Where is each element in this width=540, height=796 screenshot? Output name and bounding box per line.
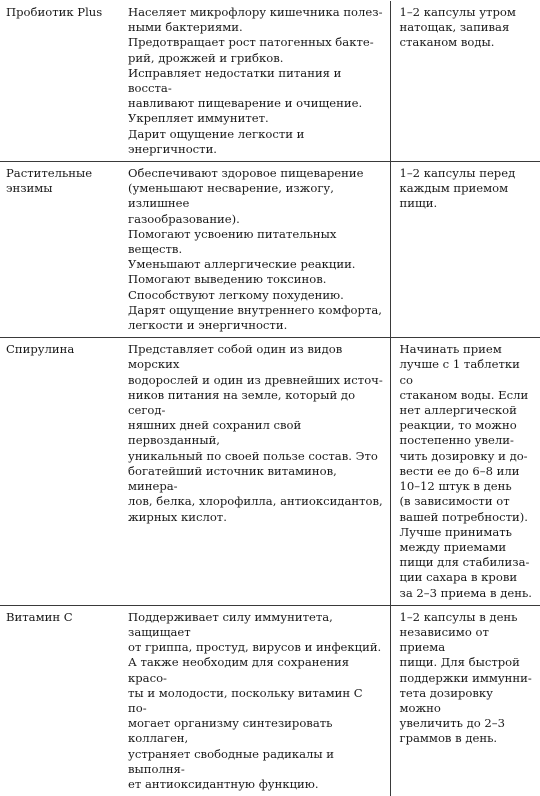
supplements-table — [0, 1, 540, 796]
supplement-effect: Представляет собой один из видов морских водорослей и один из древнейших источ- ников питания на земле, который до сегод- няшних дней сохранил свой первозданный, уникальный по своей пользе состав. Это богатейший источник витаминов, минера- лов, белка, хлорофилла, антиоксидантов, жирных кислот. — [118, 338, 390, 605]
table-row — [0, 338, 540, 605]
supplement-name: Спирулина — [0, 338, 118, 605]
table-row — [0, 162, 540, 338]
table-row — [0, 1, 540, 162]
supplement-name: Растительные энзимы — [0, 162, 118, 338]
supplement-effect: Населяет микрофлору кишечника полез- ными бактериями. Предотвращает рост патогенных бакте- рий, дрожжей и грибков. Исправляет недостатки питания и восста- навливают пищеварение и очищение. Укрепляет иммунитет. Дарит ощущение легкости и энергичности. — [118, 1, 390, 162]
table-row — [0, 605, 540, 796]
supplement-dosage: Начинать прием лучше с 1 таблетки со стаканом воды. Если нет аллергической реакции, то можно постепенно увели- чить дозировку и до- вести ее до 6–8 или 10–12 штук в день (в зависимости от вашей потребности). Лучше принимать между приемами пищи для стабилиза- ции сахара в крови за 2–3 приема в день. — [390, 338, 540, 605]
supplement-dosage: 1–2 капсулы утром натощак, запивая стаканом воды. — [390, 1, 540, 162]
supplement-effect: Поддерживает силу иммунитета, защищает от гриппа, простуд, вирусов и инфекций. А также необходим для сохранения красо- ты и молодости, поскольку витамин С по- могает организму синтезировать коллаген, устраняет свободные радикалы и выполня- ет антиоксидантную функцию. — [118, 605, 390, 796]
supplement-name: Пробиотик Plus — [0, 1, 118, 162]
supplement-dosage: 1–2 капсулы перед каждым приемом пищи. — [390, 162, 540, 338]
supplement-effect: Обеспечивают здоровое пищеварение (уменьшают несварение, изжогу, излишнее газообразование). Помогают усвоению питательных веществ. Уменьшают аллергические реакции. Помогают выведению токсинов. Способствуют легкому похудению. Дарят ощущение внутреннего комфорта, легкости и энергичности. — [118, 162, 390, 338]
supplement-name: Витамин С — [6, 609, 73, 624]
supplement-dosage: 1–2 капсулы в день независимо от приема пищи. Для быстрой поддержки иммунни- тета дозировку можно увеличить до 2–3 граммов в день. — [399, 609, 532, 746]
